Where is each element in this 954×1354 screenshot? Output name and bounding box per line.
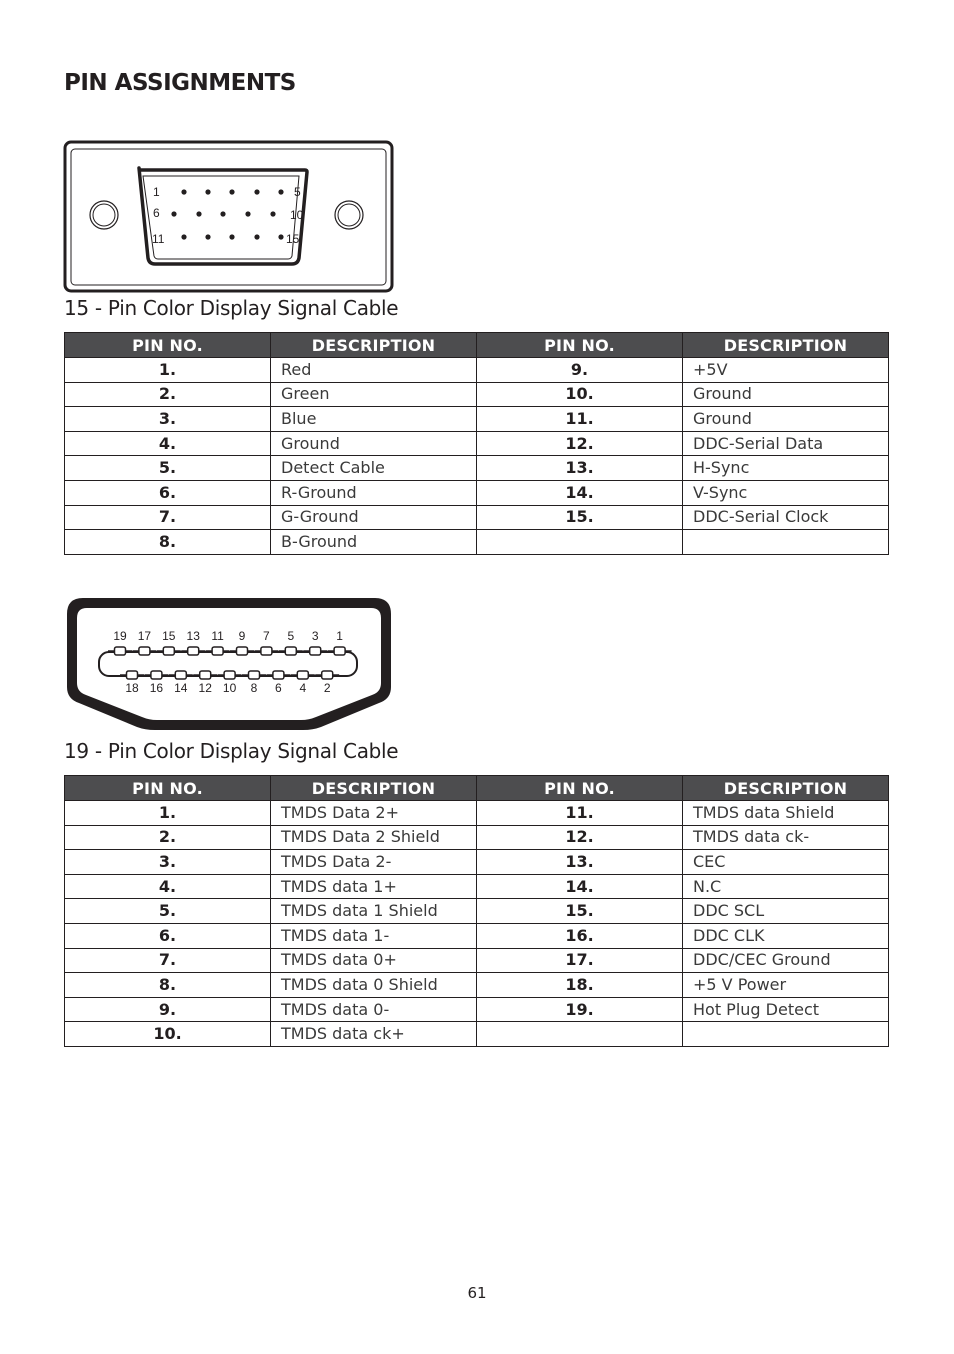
table-row: [65, 431, 889, 456]
vga-pin: [254, 234, 259, 239]
pin-number-cell: 15.: [477, 505, 683, 530]
vga-table-header-row: [65, 333, 889, 358]
hdmi-pin: [322, 671, 333, 679]
pin-number-cell: 11.: [477, 407, 683, 432]
vga-label-15: 15: [286, 232, 300, 246]
hdmi-pin: [297, 671, 308, 679]
pin-number-cell: 15.: [477, 899, 683, 924]
header-pin-no: PIN NO.: [65, 776, 271, 801]
hdmi-bottom-pin-label: 12: [198, 681, 212, 695]
pin-description-cell: Green: [271, 382, 477, 407]
pin-number-cell: 19.: [477, 997, 683, 1022]
table-row: [65, 997, 889, 1022]
table-row: [65, 923, 889, 948]
pin-number-cell: 3.: [65, 850, 271, 875]
hdmi-pin: [224, 671, 235, 679]
hdmi-top-pin-label: 7: [263, 629, 270, 643]
pin-number-cell: 7.: [65, 505, 271, 530]
vga-pin: [270, 211, 275, 216]
hdmi-bottom-pin-label: 10: [222, 681, 237, 695]
table-row: [65, 480, 889, 505]
hdmi-bottom-pin-labels: [125, 681, 331, 695]
vga-pin: [196, 211, 201, 216]
pin-description-cell: TMDS data 0 Shield: [271, 973, 477, 998]
vga-table-body: [65, 358, 889, 555]
pin-description-cell: G-Ground: [271, 505, 477, 530]
vga-right-screw-icon: [335, 201, 363, 229]
header-description: DESCRIPTION: [683, 776, 889, 801]
table-row: [65, 850, 889, 875]
hdmi-connector-diagram: [63, 595, 395, 735]
pin-description-cell: TMDS Data 2+: [271, 801, 477, 826]
pin-number-cell: 1.: [65, 358, 271, 383]
pin-description-cell: DDC CLK: [683, 923, 889, 948]
vga-pin: [181, 189, 186, 194]
pin-description-cell: Hot Plug Detect: [683, 997, 889, 1022]
pin-number-cell: 10.: [65, 1022, 271, 1047]
hdmi-top-pin-label: 1: [336, 629, 343, 643]
pin-number-cell: 14.: [477, 874, 683, 899]
hdmi-pin: [249, 671, 260, 679]
pin-description-cell: V-Sync: [683, 480, 889, 505]
pin-number-cell: 5.: [65, 456, 271, 481]
vga-pin: [245, 211, 250, 216]
pin-number-cell: 8.: [65, 530, 271, 555]
hdmi-top-pin-label: 15: [162, 629, 176, 643]
hdmi-pin: [151, 671, 162, 679]
hdmi-top-pin-label: 13: [186, 629, 200, 643]
pin-number-cell: 14.: [477, 480, 683, 505]
hdmi-pin: [285, 647, 296, 655]
vga-label-1: 1: [153, 185, 160, 199]
pin-description-cell: [683, 1022, 889, 1047]
table-row: [65, 530, 889, 555]
table-row: [65, 801, 889, 826]
header-description: DESCRIPTION: [271, 776, 477, 801]
hdmi-pin: [310, 647, 321, 655]
hdmi-top-pin-label: 9: [238, 629, 246, 643]
pin-description-cell: TMDS data ck-: [683, 825, 889, 850]
vga-connector-diagram: [63, 140, 395, 294]
pin-description-cell: TMDS data ck+: [271, 1022, 477, 1047]
pin-description-cell: N.C: [683, 874, 889, 899]
hdmi-top-pin-label: 11: [211, 629, 224, 643]
pin-number-cell: 12.: [477, 431, 683, 456]
pin-description-cell: +5V: [683, 358, 889, 383]
pin-number-cell: 9.: [477, 358, 683, 383]
pin-number-cell: 5.: [65, 899, 271, 924]
hdmi-section-title: 19 - Pin Color Display Signal Cable: [64, 739, 399, 763]
hdmi-pin: [334, 647, 345, 655]
vga-pin: [181, 234, 186, 239]
vga-pin: [229, 234, 234, 239]
vga-label-10: 10: [290, 208, 304, 222]
pin-number-cell: 8.: [65, 973, 271, 998]
page-title: PIN ASSIGNMENTS: [64, 70, 296, 96]
hdmi-bottom-pin-label: 16: [149, 681, 164, 695]
pin-description-cell: TMDS data 1+: [271, 874, 477, 899]
table-row: [65, 382, 889, 407]
hdmi-pin-table: [64, 775, 889, 1047]
hdmi-pin: [188, 647, 199, 655]
header-description: DESCRIPTION: [683, 333, 889, 358]
pin-description-cell: +5 V Power: [683, 973, 889, 998]
pin-number-cell: 13.: [477, 456, 683, 481]
vga-pin-grid: [171, 189, 283, 239]
page-number: 61: [467, 1284, 487, 1302]
pin-description-cell: H-Sync: [683, 456, 889, 481]
hdmi-bottom-pin-label: 14: [174, 681, 188, 695]
pin-number-cell: 2.: [65, 825, 271, 850]
pin-number-cell: 2.: [65, 382, 271, 407]
pin-description-cell: Ground: [683, 407, 889, 432]
table-row: [65, 948, 889, 973]
table-row: [65, 973, 889, 998]
hdmi-pin: [273, 671, 284, 679]
pin-description-cell: DDC SCL: [683, 899, 889, 924]
pin-description-cell: TMDS Data 2 Shield: [271, 825, 477, 850]
hdmi-pin: [237, 647, 248, 655]
vga-pin: [220, 211, 225, 216]
hdmi-pin: [261, 647, 272, 655]
pin-number-cell: [477, 530, 683, 555]
pin-description-cell: [683, 530, 889, 555]
hdmi-top-pin-label: 3: [311, 629, 319, 643]
pin-description-cell: DDC/CEC Ground: [683, 948, 889, 973]
pin-description-cell: B-Ground: [271, 530, 477, 555]
pin-description-cell: CEC: [683, 850, 889, 875]
pin-number-cell: 18.: [477, 973, 683, 998]
hdmi-bottom-pin-label: 2: [323, 681, 331, 695]
pin-description-cell: TMDS data 1-: [271, 923, 477, 948]
pin-description-cell: TMDS data 0+: [271, 948, 477, 973]
vga-pin: [278, 234, 283, 239]
pin-number-cell: 12.: [477, 825, 683, 850]
vga-pin: [278, 189, 283, 194]
pin-number-cell: 7.: [65, 948, 271, 973]
pin-number-cell: 4.: [65, 431, 271, 456]
pin-description-cell: TMDS Data 2-: [271, 850, 477, 875]
table-row: [65, 456, 889, 481]
header-pin-no: PIN NO.: [477, 333, 683, 358]
pin-description-cell: TMDS data 0-: [271, 997, 477, 1022]
table-row: [65, 407, 889, 432]
pin-description-cell: Ground: [271, 431, 477, 456]
hdmi-top-pin-label: 5: [287, 629, 295, 643]
pin-description-cell: TMDS data Shield: [683, 801, 889, 826]
vga-pin: [205, 234, 210, 239]
table-row: [65, 1022, 889, 1047]
hdmi-bottom-pin-label: 6: [275, 681, 282, 695]
pin-description-cell: R-Ground: [271, 480, 477, 505]
hdmi-pin: [115, 647, 126, 655]
hdmi-bottom-pin-label: 8: [250, 681, 258, 695]
pin-description-cell: DDC-Serial Clock: [683, 505, 889, 530]
pin-description-cell: DDC-Serial Data: [683, 431, 889, 456]
pin-number-cell: 10.: [477, 382, 683, 407]
pin-description-cell: Red: [271, 358, 477, 383]
vga-pin: [205, 189, 210, 194]
hdmi-pin: [212, 647, 223, 655]
header-description: DESCRIPTION: [271, 333, 477, 358]
table-row: [65, 874, 889, 899]
hdmi-table-body: [65, 801, 889, 1047]
pin-description-cell: Blue: [271, 407, 477, 432]
hdmi-bottom-pin-label: 18: [125, 681, 139, 695]
header-pin-no: PIN NO.: [477, 776, 683, 801]
pin-number-cell: 9.: [65, 997, 271, 1022]
pin-number-cell: 6.: [65, 923, 271, 948]
vga-pin-table: [64, 332, 889, 555]
vga-left-screw-icon: [90, 201, 118, 229]
pin-number-cell: 4.: [65, 874, 271, 899]
pin-number-cell: 6.: [65, 480, 271, 505]
vga-label-11: 11: [152, 232, 165, 246]
table-row: [65, 825, 889, 850]
hdmi-top-pin-label: 19: [113, 629, 127, 643]
pin-number-cell: 17.: [477, 948, 683, 973]
hdmi-pin: [163, 647, 174, 655]
hdmi-pin: [127, 671, 138, 679]
hdmi-bottom-pin-label: 4: [299, 681, 307, 695]
table-row: [65, 899, 889, 924]
pin-description-cell: Ground: [683, 382, 889, 407]
vga-pin: [171, 211, 176, 216]
pin-number-cell: 11.: [477, 801, 683, 826]
vga-label-6: 6: [153, 206, 160, 220]
hdmi-table-header-row: [65, 776, 889, 801]
hdmi-pin: [175, 671, 186, 679]
pin-number-cell: 3.: [65, 407, 271, 432]
pin-number-cell: 13.: [477, 850, 683, 875]
vga-section-title: 15 - Pin Color Display Signal Cable: [64, 296, 399, 320]
table-row: [65, 505, 889, 530]
pin-number-cell: 16.: [477, 923, 683, 948]
hdmi-pin: [139, 647, 150, 655]
vga-label-5: 5: [294, 185, 301, 199]
pin-description-cell: TMDS data 1 Shield: [271, 899, 477, 924]
hdmi-top-pin-label: 17: [137, 629, 152, 643]
pin-description-cell: Detect Cable: [271, 456, 477, 481]
pin-number-cell: 1.: [65, 801, 271, 826]
vga-pin: [254, 189, 259, 194]
hdmi-pin: [200, 671, 211, 679]
vga-pin: [229, 189, 234, 194]
table-row: [65, 358, 889, 383]
header-pin-no: PIN NO.: [65, 333, 271, 358]
pin-number-cell: [477, 1022, 683, 1047]
